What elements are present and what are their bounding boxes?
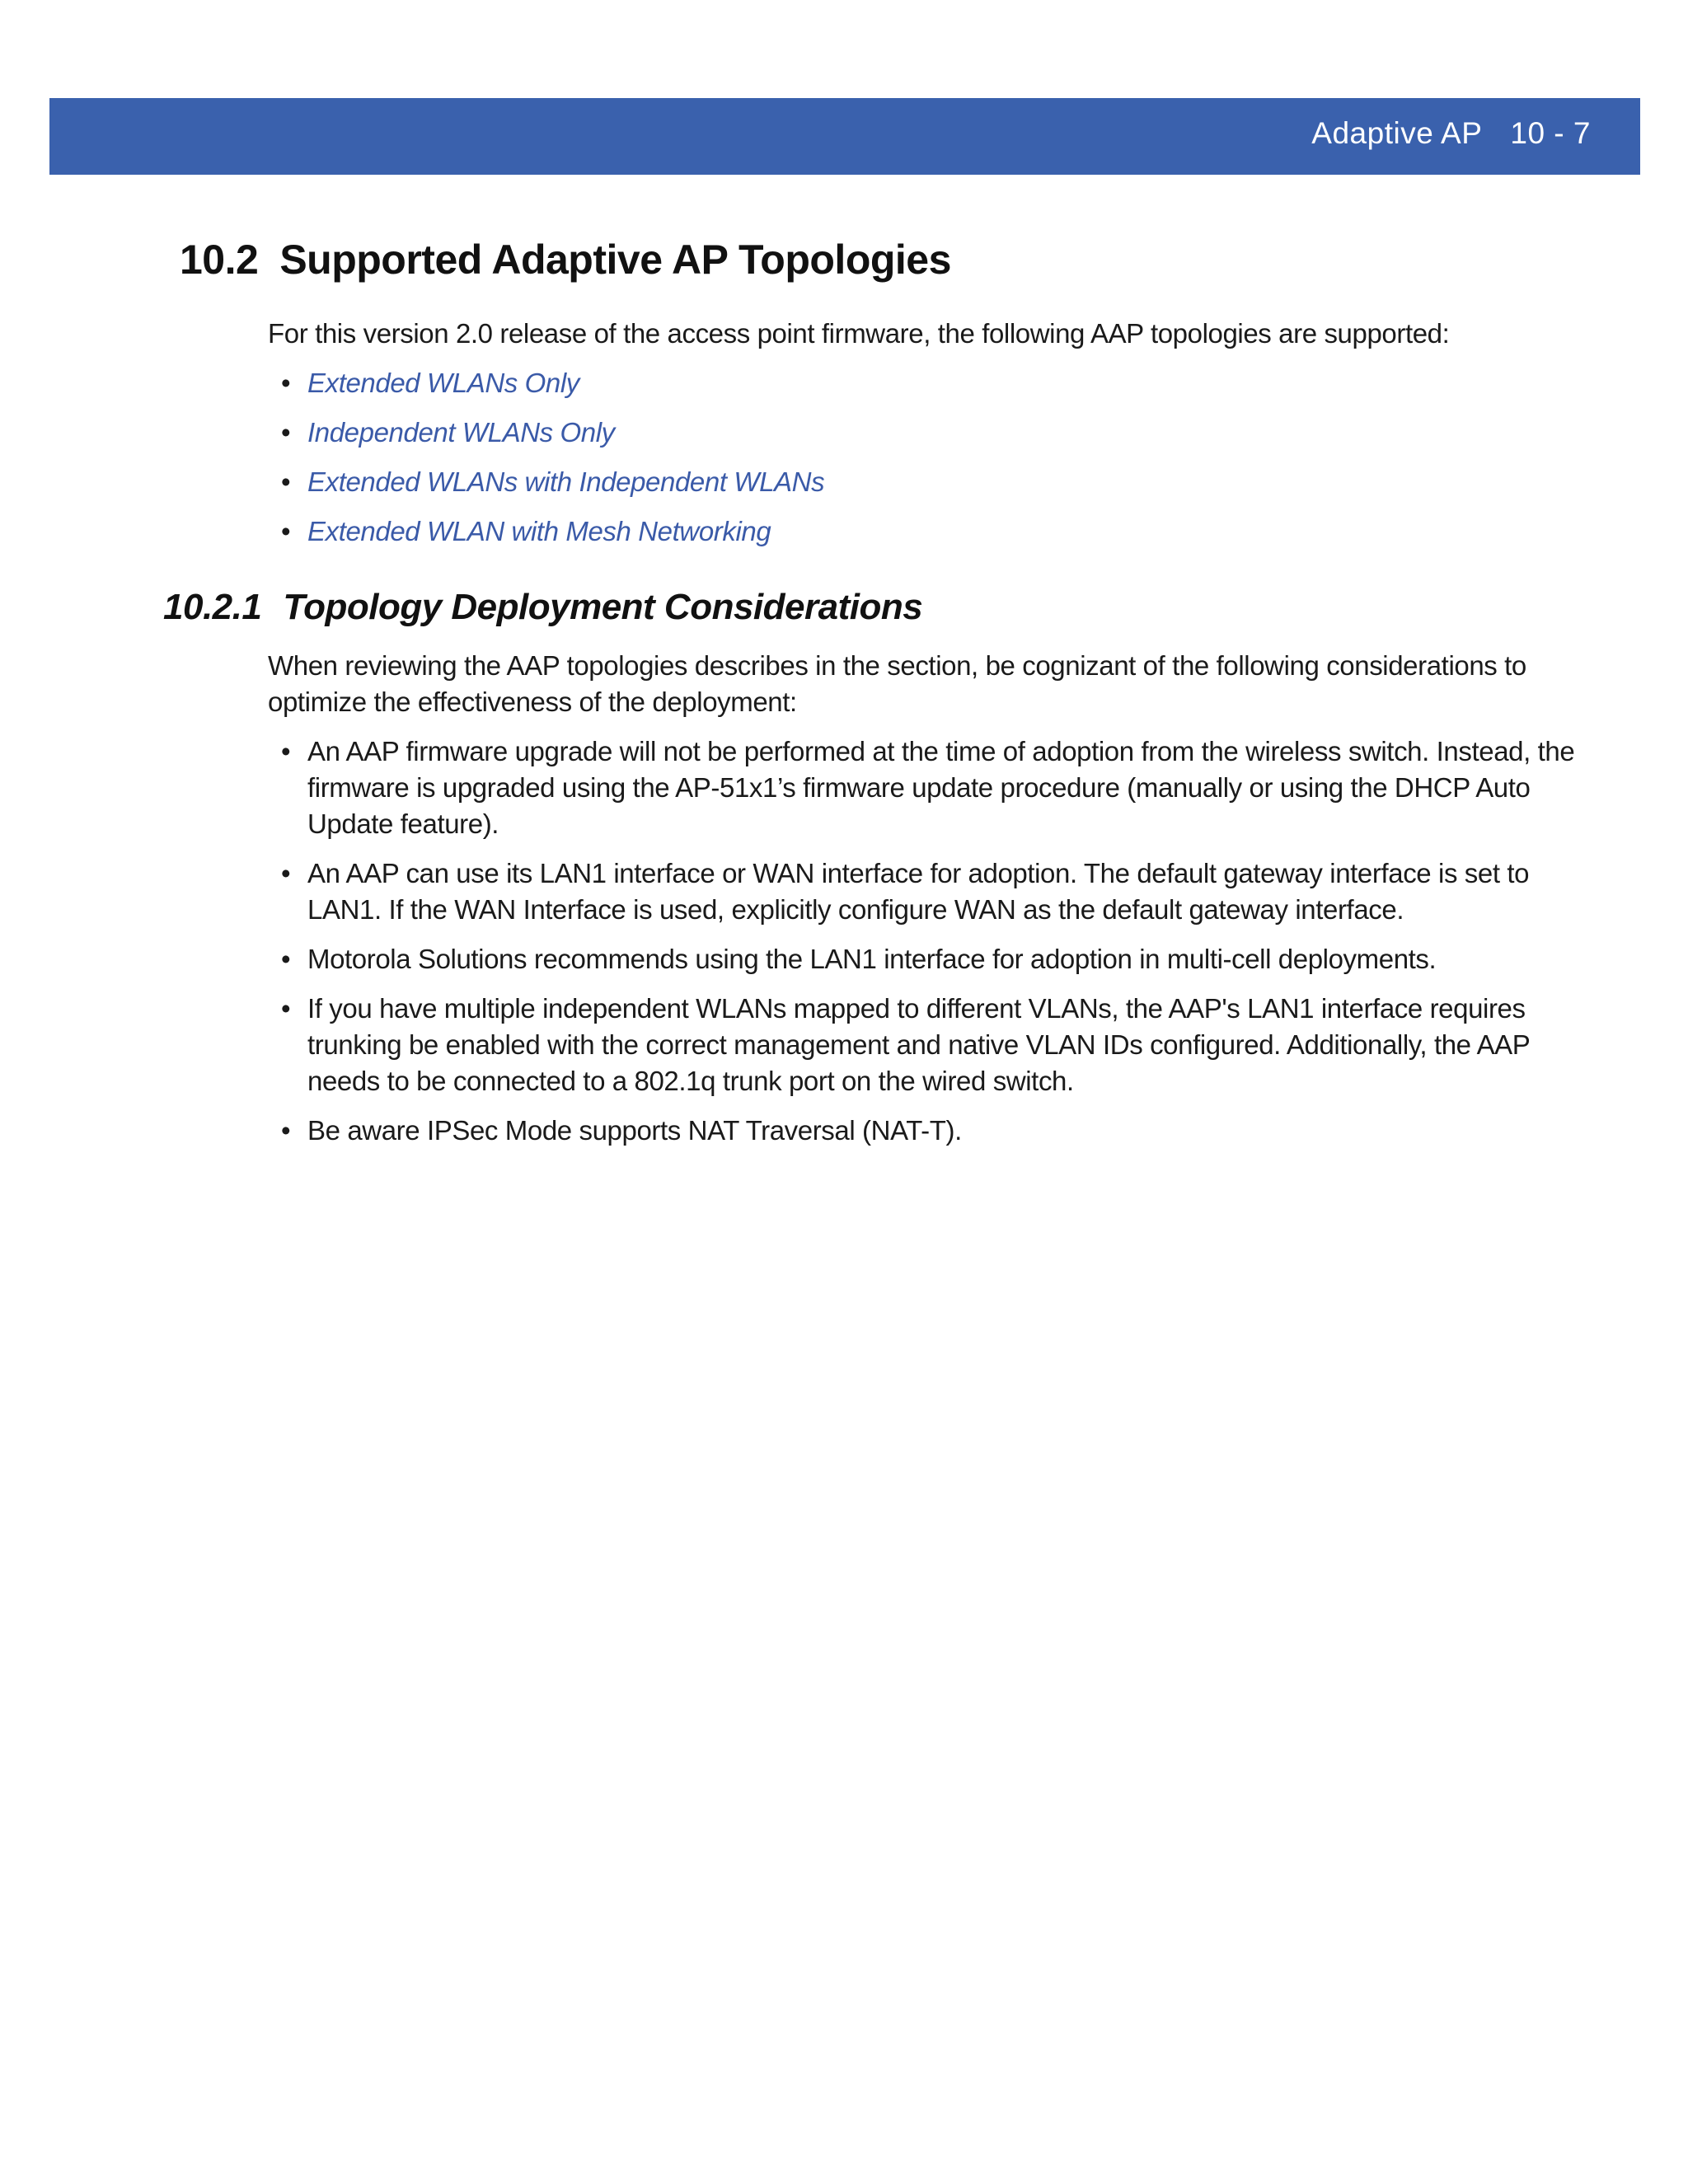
subsection-title: Topology Deployment Considerations [283, 587, 923, 627]
consideration-text: Be aware IPSec Mode supports NAT Traversal (NAT-T). [307, 1115, 962, 1146]
page-header-band [49, 98, 1640, 175]
list-item [268, 733, 1587, 842]
bullet-icon: • [281, 858, 291, 888]
section-number: 10.2 [180, 237, 259, 283]
topology-link-mesh-networking[interactable]: Extended WLAN with Mesh Networking [307, 516, 771, 546]
bullet-icon: • [281, 944, 291, 974]
topology-link-list [268, 365, 1587, 563]
bullet-icon: • [281, 466, 291, 497]
topology-link-extended-wlans-only[interactable]: Extended WLANs Only [307, 368, 579, 398]
page-number: 10 - 7 [1510, 116, 1591, 150]
subsection-intro: When reviewing the AAP topologies describes in the section, be cognizant of the following considerations to optimize the effectiveness of the deployment: [268, 650, 1526, 717]
running-header [1311, 116, 1591, 151]
subsection-heading [163, 587, 922, 628]
bullet-icon: • [281, 417, 291, 448]
section-title: Supported Adaptive AP Topologies [279, 237, 951, 283]
consideration-text: An AAP firmware upgrade will not be performed at the time of adoption from the wireless switch. Instead, the firmware is upgraded using the AP-51x1’s firmware update procedure (manually or using the DHCP Auto Update feature). [307, 736, 1575, 839]
topology-link-independent-wlans-only[interactable]: Independent WLANs Only [307, 417, 615, 448]
list-item [268, 855, 1587, 928]
section-intro: For this version 2.0 release of the access point firmware, the following AAP topologies are supported: [268, 318, 1450, 349]
list-item [268, 1113, 1587, 1149]
bullet-icon: • [281, 516, 291, 546]
list-item [268, 415, 1587, 464]
considerations-list [268, 733, 1587, 1162]
list-item [268, 365, 1587, 415]
section-heading [180, 236, 951, 284]
list-item [268, 941, 1587, 977]
consideration-text: An AAP can use its LAN1 interface or WAN interface for adoption. The default gateway interface is set to LAN1. If the WAN Interface is used, explicitly configure WAN as the default gateway interface. [307, 858, 1530, 925]
consideration-text: Motorola Solutions recommends using the LAN1 interface for adoption in multi-cell deployments. [307, 944, 1437, 974]
bullet-icon: • [281, 993, 291, 1024]
list-item [268, 464, 1587, 513]
list-item [268, 513, 1587, 563]
consideration-text: If you have multiple independent WLANs mapped to different VLANs, the AAP's LAN1 interface requires trunking be enabled with the correct management and native VLAN IDs configured. Additionally, the AAP needs to be connected to a 802.1q trunk port on the wired switch. [307, 993, 1530, 1096]
chapter-title: Adaptive AP [1311, 116, 1483, 150]
subsection-number: 10.2.1 [163, 587, 262, 627]
topology-link-extended-with-independent[interactable]: Extended WLANs with Independent WLANs [307, 466, 825, 497]
bullet-icon: • [281, 1115, 291, 1146]
bullet-icon: • [281, 368, 291, 398]
list-item [268, 991, 1587, 1099]
bullet-icon: • [281, 736, 291, 766]
